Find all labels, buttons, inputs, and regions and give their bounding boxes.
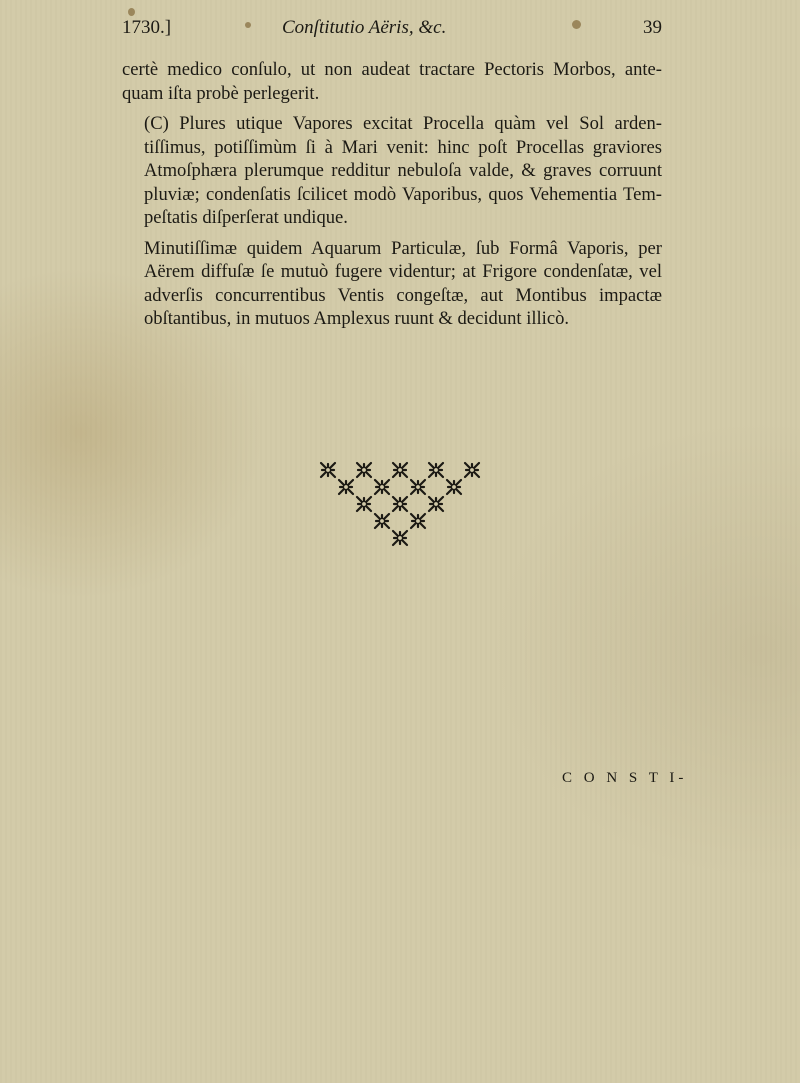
running-head-title: Conſtitutio Aëris, &c. [282,17,447,38]
running-head-year: 1730.] [122,17,172,38]
paragraph-continuation [122,58,662,105]
asterism-triangle-ornament-icon [310,460,490,550]
paragraph-note-c [122,112,662,230]
catchword: C O N S T I- [562,770,688,786]
body-text [122,58,662,331]
text-line: peſtatis diſperſerat undique. [144,207,348,228]
text-line: Aërem diffuſæ ſe mutuò fugere videntur; at Frigore condenſatæ, vel [144,261,662,282]
running-head [122,17,662,47]
text-line: (C) Plures utique Vapores excitat Procella quàm vel Sol arden- [144,113,662,134]
text-line: Minutiſſimæ quidem Aquarum Particulæ, ſub Formâ Vaporis, per [144,237,662,259]
page-number: 39 [643,17,662,38]
text-line: tiſſimus, potiſſimùm ſi à Mari venit: hinc poſt Procellas graviores [144,136,662,158]
text-line: obſtantibus, in mutuos Amplexus ruunt & decidunt illicò. [144,308,570,329]
text-line: adverſis concurrentibus Ventis congeſtæ, aut Montibus impactæ [144,284,662,306]
paragraph-minutissimae [122,237,662,331]
text-line: Atmoſphæra plerumque redditur nebuloſa valde, & graves corruunt [144,160,662,181]
text-line: quam iſta probè perlegerit. [122,82,320,104]
text-line: certè medico conſulo, ut non audeat tractare Pectoris Morbos, ante- [122,59,662,80]
text-line: pluviæ; condenſatis ſcilicet modò Vaporibus, quos Vehementia Tem- [144,183,662,205]
foxing-spot [128,8,135,16]
